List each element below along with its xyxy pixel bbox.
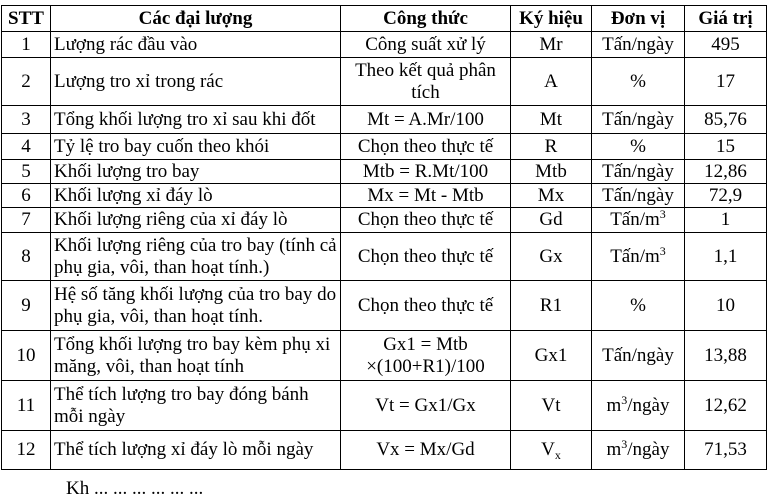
unit-superscript: 3 [659, 243, 666, 258]
cell-value: 17 [685, 58, 767, 106]
data-table [1, 5, 767, 470]
header-formula: Công thức [341, 6, 511, 32]
cell-unit: Tấn/ngày [592, 106, 685, 134]
cell-stt: 1 [2, 32, 51, 58]
cell-symbol: Mt [511, 106, 592, 134]
unit-superscript: 3 [621, 437, 628, 451]
cell-name: Hệ số tăng khối lượng của tro bay do phụ gia, vôi, than hoạt tính. [51, 281, 341, 331]
cell-name: Khối lượng riêng của tro bay (tính cả phụ gia, vôi, than hoạt tính.) [51, 233, 341, 281]
cell-value: 71,53 [685, 431, 767, 470]
header-stt: STT [2, 6, 51, 32]
cell-stt: 8 [2, 233, 51, 281]
header-row [2, 6, 767, 32]
table-row [2, 32, 767, 58]
table-row [2, 431, 767, 470]
cell-value: 15 [685, 134, 767, 160]
cell-stt: 4 [2, 134, 51, 160]
cell-formula: Chọn theo thực tế [341, 281, 511, 331]
unit-text: m [606, 394, 622, 416]
cell-name: Lượng rác đầu vào [51, 32, 341, 58]
header-quantity: Các đại lượng [51, 6, 341, 32]
cell-unit [592, 381, 685, 431]
cell-unit [592, 233, 685, 281]
symbol-subscript: x [554, 448, 561, 462]
cell-unit [592, 208, 685, 233]
cell-symbol: R1 [511, 281, 592, 331]
cell-unit: Tấn/ngày [592, 160, 685, 184]
cell-value: 12,62 [685, 381, 767, 431]
table-row [2, 134, 767, 160]
header-symbol: Ký hiệu [511, 6, 592, 32]
cell-value: 1,1 [685, 233, 767, 281]
cell-value: 85,76 [685, 106, 767, 134]
cell-formula: Mtb = R.Mt/100 [341, 160, 511, 184]
cell-formula: Theo kết quả phân tích [341, 58, 511, 106]
cell-value: 13,88 [685, 331, 767, 381]
table-row [2, 381, 767, 431]
cell-stt: 11 [2, 381, 51, 431]
cell-value: 12,86 [685, 160, 767, 184]
cell-formula: Vt = Gx1/Gx [341, 381, 511, 431]
cell-name: Khối lượng tro bay [51, 160, 341, 184]
cell-stt: 7 [2, 208, 51, 233]
cell-unit: % [592, 58, 685, 106]
cell-formula: Mt = A.Mr/100 [341, 106, 511, 134]
cell-stt: 3 [2, 106, 51, 134]
cell-stt: 9 [2, 281, 51, 331]
cell-name: Tỷ lệ tro bay cuốn theo khói [51, 134, 341, 160]
table-row [2, 106, 767, 134]
cell-formula: Chọn theo thực tế [341, 208, 511, 233]
cell-stt: 2 [2, 58, 51, 106]
header-value: Giá trị [685, 6, 767, 32]
table-row [2, 160, 767, 184]
unit-text: Tấn/m [610, 245, 660, 267]
unit-suffix: /ngày [627, 394, 670, 416]
cell-formula: Vx = Mx/Gd [341, 431, 511, 470]
cell-symbol: Mx [511, 184, 592, 208]
table-row [2, 233, 767, 281]
cell-stt: 12 [2, 431, 51, 470]
table-row [2, 208, 767, 233]
cell-symbol: Gx1 [511, 331, 592, 381]
symbol-text: V [541, 439, 555, 460]
cell-name: Khối lượng xỉ đáy lò [51, 184, 341, 208]
cell-unit: Tấn/ngày [592, 184, 685, 208]
table-row [2, 281, 767, 331]
unit-superscript: 3 [659, 207, 666, 221]
cell-formula: Mx = Mt - Mtb [341, 184, 511, 208]
cell-name: Lượng tro xỉ trong rác [51, 58, 341, 106]
cell-symbol: Vt [511, 381, 592, 431]
cell-stt: 6 [2, 184, 51, 208]
cell-formula: Công suất xử lý [341, 32, 511, 58]
cell-name: Thể tích lượng tro bay đóng bánh mỗi ngày [51, 381, 341, 431]
unit-text: m [606, 439, 622, 460]
cell-symbol: Mtb [511, 160, 592, 184]
cell-symbol: Gx [511, 233, 592, 281]
cell-name: Tổng khối lượng tro bay kèm phụ xi măng, vôi, than hoạt tính [51, 331, 341, 381]
unit-text: Tấn/m [610, 209, 660, 230]
cell-symbol: R [511, 134, 592, 160]
cell-stt: 5 [2, 160, 51, 184]
table-row [2, 184, 767, 208]
cell-unit: Tấn/ngày [592, 32, 685, 58]
table-row [2, 331, 767, 381]
header-unit: Đơn vị [592, 6, 685, 32]
unit-superscript: 3 [621, 392, 628, 407]
cell-unit: % [592, 134, 685, 160]
cell-symbol: A [511, 58, 592, 106]
cell-unit [592, 431, 685, 470]
cell-unit: % [592, 281, 685, 331]
unit-suffix: /ngày [627, 439, 670, 460]
cell-symbol [511, 431, 592, 470]
cell-unit: Tấn/ngày [592, 331, 685, 381]
cell-formula: Chọn theo thực tế [341, 233, 511, 281]
cell-stt: 10 [2, 331, 51, 381]
cell-symbol: Gd [511, 208, 592, 233]
cell-name: Thể tích lượng xỉ đáy lò mỗi ngày [51, 431, 341, 470]
cell-formula: Gx1 = Mtb ×(100+R1)/100 [341, 331, 511, 381]
table-row [2, 58, 767, 106]
cell-value: 495 [685, 32, 767, 58]
cell-symbol: Mr [511, 32, 592, 58]
cell-value: 72,9 [685, 184, 767, 208]
cell-value: 1 [685, 208, 767, 233]
cell-name: Tổng khối lượng tro xỉ sau khi đốt [51, 106, 341, 134]
footer-cut-text: Kh ... ... ... ... ... ... [66, 478, 204, 499]
cell-name: Khối lượng riêng của xỉ đáy lò [51, 208, 341, 233]
cell-value: 10 [685, 281, 767, 331]
cell-formula: Chọn theo thực tế [341, 134, 511, 160]
